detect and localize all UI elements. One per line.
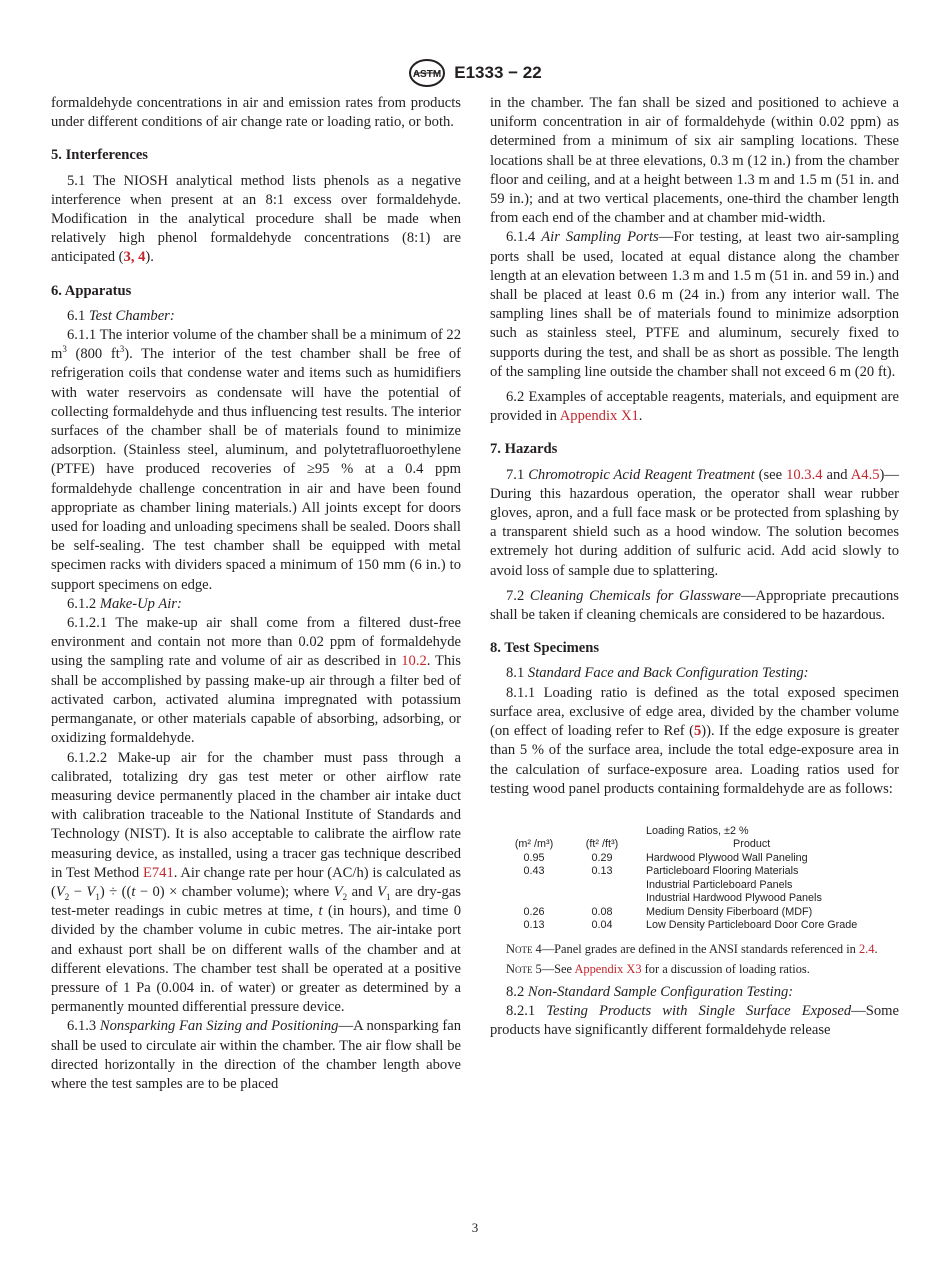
paragraph-6-1-3-continued: in the chamber. The fan shall be sized and positioned to achieve a uniform concentration in air of formaldehyde (within 0.02 ppm) as determined from a minimum of six air sampling locations. These locations shall be at three elevations, 0.3 m (12 in.) from the chamber floor and ceiling, and at a height between 1.3 m and 1.5 m (51 in. and 59 in.); and at two vertical placements, one-third the chamber length from each end of the chamber and at chamber mid-width. xyxy=(490,95,899,227)
section-8-heading: 8. Test Specimens xyxy=(490,640,600,657)
link-a4-5[interactable]: A4.5 xyxy=(850,466,880,483)
link-2-4[interactable]: 2.4 xyxy=(858,941,875,956)
paragraph-5-1: 5.1 The NIOSH analytical method lists phenols as a negative interference when present at an 8:1 excess over formaldehyde. Modification in the analytical procedure shall be made when relatively high phenol formaldehyde concentrations (8:1) are anticipated (3, 4). xyxy=(51,172,461,266)
logo-text: ASTM xyxy=(413,69,442,80)
note-4: Note 4—Panel grades are defined in the ANSI standards referenced in 2.4. xyxy=(506,941,878,956)
table-row: Industrial Hardwood Plywood Panels xyxy=(646,892,822,905)
table-row: 0.13 0.04 Low Density Particleboard Door Core Grade xyxy=(523,919,858,932)
section-6-heading: 6. Apparatus xyxy=(51,282,132,299)
table-row: 0.26 0.08 Medium Density Fiberboard (MDF) xyxy=(523,905,813,918)
paragraph-6-1-2-2: 6.1.2.2 Make-up air for the chamber must pass through a calibrated, totalizing dry gas test meter or other airflow rate measuring device permanently placed in the chamber air intake duct with calibration traceable to the National Institute of Standards and Technology (NIST). It is also acceptable to calibrate the airflow rate measuring device, as installed, using a tracer gas technique described in Test Method E741. Air change rate per hour (AC/h) is calculated as $(V_2 - V_1) \div ((t - 0)$ × chamber volume); where $V_2$ and $V_1$ are dry-gas test-meter readings in cubic metres at time, t (in hours), and time 0 divided by the chamber volume in cubic metres. The air-intake port and exhaust port shall be on different walls of the chamber and at different elevations. The chamber test shall be operated at a positive pressure of 1 Pa (0.004 in. of water) or greater as determined by a permanently mounted differential pressure device. xyxy=(51,749,461,1016)
paragraph-6-1-4: 6.1.4 Air Sampling Ports—For testing, at least two air-sampling ports shall be used, located at equal distance along the chamber length at an elevation between 1.3 m and 1.5 m (51 in. and 59 in.) and shall be placed at least 0.6 m (24 in.) from any interior wall. The sampling lines shall be of materials found to minimize adsorption such as stainless steel, PTFE and aluminum, securely fixed to supports during the test, and shall be as short as possible. The length of the sampling line outside the chamber shall not exceed 6 m (20 ft). xyxy=(490,229,900,380)
note-5: Note 5—See Appendix X3 for a discussion of loading ratios. xyxy=(506,961,810,976)
left-column xyxy=(51,94,461,1094)
loading-ratios-table xyxy=(504,825,857,933)
paragraph-8-1: 8.1 Standard Face and Back Configuration Testing: xyxy=(506,665,809,682)
table-row: Industrial Particleboard Panels xyxy=(646,878,793,891)
paragraph-6-1-3: 6.1.3 Nonsparking Fan Sizing and Positioning—A nonsparking fan shall be used to circulate air within the chamber. The air flow shall be directed horizontally in the direction of the chamber length above where the test samples are to be placed xyxy=(51,1018,461,1092)
ref-link-3[interactable]: 3 xyxy=(123,249,131,266)
link-10-2[interactable]: 10.2 xyxy=(401,653,427,670)
paragraph-6-2: 6.2 Examples of acceptable reagents, materials, and equipment are provided in Appendix X1. xyxy=(490,389,899,425)
section-7-heading: 7. Hazards xyxy=(490,441,558,458)
link-appendix-x3[interactable]: Appendix X3 xyxy=(574,961,642,976)
ref-link-5[interactable]: 5 xyxy=(693,723,702,740)
table-header-product: Product xyxy=(733,838,771,851)
right-column xyxy=(490,94,899,1041)
table-row: 0.95 0.29 Hardwood Plywood Wall Paneling xyxy=(523,851,808,864)
table-header-ft: (ft² /ft³) xyxy=(585,838,619,851)
link-10-3-4[interactable]: 10.3.4 xyxy=(786,466,823,483)
paragraph-8-1-1: 8.1.1 Loading ratio is defined as the total exposed specimen surface area, exclusive of edge area, divided by the chamber volume (on effect of loading refer to Ref (5)). If the edge exposure is greater than 5 % of the surface area, include the total edge-exposure area in the calculation of surface-exposure area. Loading ratios used for testing wood panel products containing formaldehyde are as follows: xyxy=(490,684,900,797)
table-caption: Loading Ratios, ±2 % xyxy=(646,824,749,837)
paragraph-6-1: 6.1 Test Chamber: xyxy=(67,307,175,324)
table-header-m: (m² /m³) xyxy=(514,838,554,851)
link-appendix-x1[interactable]: Appendix X1 xyxy=(559,408,639,425)
paragraph-8-2-1: 8.2.1 Testing Products with Single Surface Exposed—Some products have significantly different formaldehyde release xyxy=(490,1003,899,1039)
paragraph-8-2: 8.2 Non-Standard Sample Configuration Testing: xyxy=(506,983,794,1000)
section-5-heading: 5. Interferences xyxy=(51,147,148,164)
paragraph-6-1-2-1: 6.1.2.1 The make-up air shall come from a filtered dust-free environment and contain not more than 0.02 ppm of formaldehyde using the sampling rate and volume of air as described in 10.2. This shall be accomplished by passing make-up air through a filter bed of activated carbon, activated alumina impregnated with potassium permanganate, or other materials capable of absorbing, adsorbing, or oxidizing formaldehyde. xyxy=(51,615,461,747)
ref-link-4[interactable]: 4 xyxy=(138,249,146,266)
paragraph-7-1: 7.1 Chromotropic Acid Reagent Treatment (see 10.3.4 and A4.5)—During this hazardous operation, the operator shall wear rubber gloves, apron, and a full face mask or be protected from splashing by a transparent shield such as a hood window. The solution becomes extremely hot during addition of sulfuric acid. Add acid slowly to avoid loss of sample due to splattering. xyxy=(490,466,899,579)
link-e741[interactable]: E741 xyxy=(142,864,174,881)
paragraph-6-1-1: 6.1.1 The interior volume of the chamber shall be a minimum of 22 $m^3$ (800 $ft^3$). The interior of the test chamber shall be free of refrigeration coils that condense water and items such as humidifiers with water reservoirs as condensate will have the potential of collecting formaldehyde and thus influencing test results. The interior surfaces of the chamber shall be of materials found to minimize adsorption. (Stainless steel, aluminum, and polytetrafluoroethylene (PTFE) have produced recoveries of ≥95 % at a 0.4 ppm formaldehyde challenge concentration in air and have been found appropriate as chamber lining materials.) All joints except for doors used for loading and unloading specimens shall be sealed. Doors shall be self-sealing. The test chamber shall be equipped with metal specimen racks with dividers spaced a minimum of 150 mm (6 in.) to support specimens on edge. xyxy=(51,327,461,593)
page-header xyxy=(0,58,950,88)
paragraph-7-2: 7.2 Cleaning Chemicals for Glassware—Appropriate precautions shall be taken if cleaning chemicals are considered to be hazardous. xyxy=(490,587,899,624)
page-number: 3 xyxy=(471,1220,479,1235)
table-row: 0.43 0.13 Particleboard Flooring Materials xyxy=(523,865,799,878)
standard-designation: E1333 − 22 xyxy=(454,63,542,82)
astm-logo-icon xyxy=(408,58,446,88)
paragraph-6-1-2: 6.1.2 Make-Up Air: xyxy=(67,595,182,612)
intro-paragraph: formaldehyde concentrations in air and emission rates from products under different conditions of air change rate or loading ratio, or both. xyxy=(51,95,461,131)
